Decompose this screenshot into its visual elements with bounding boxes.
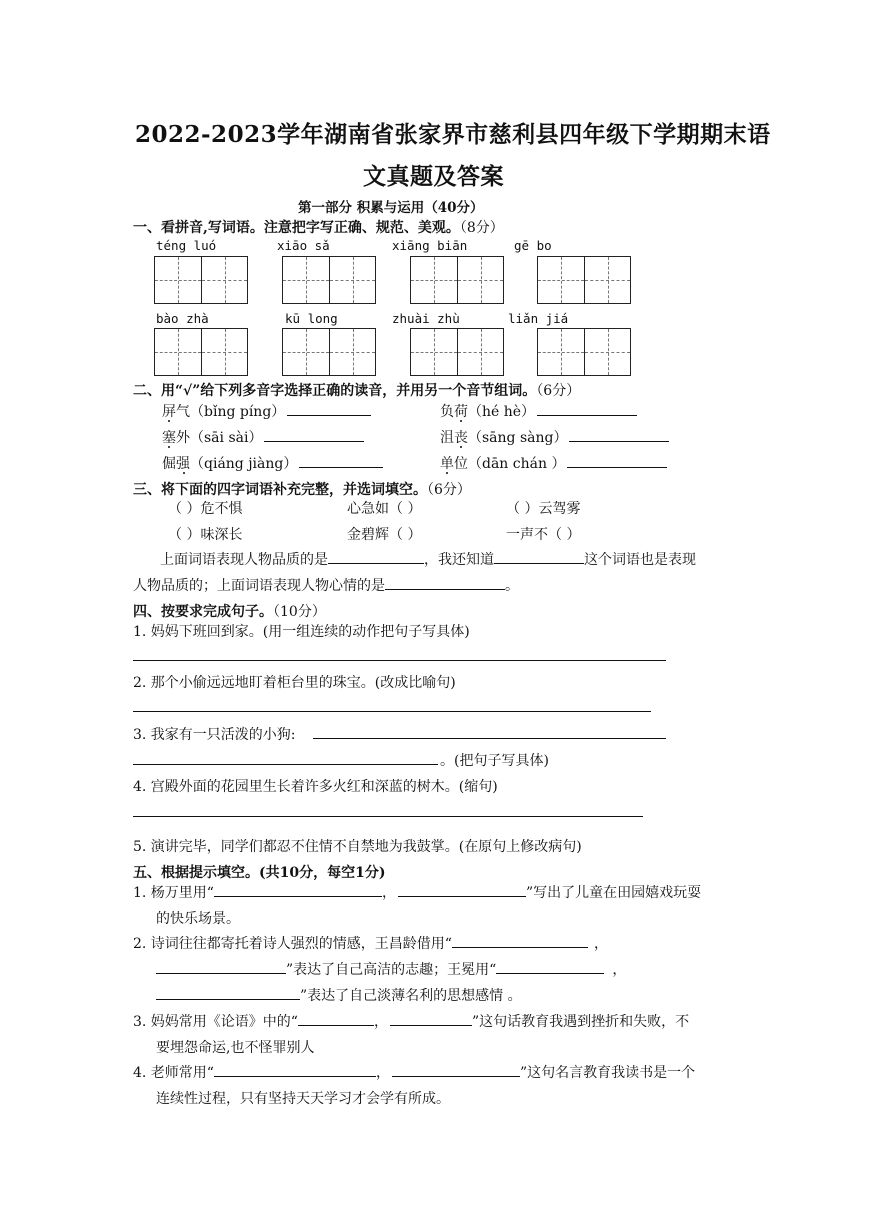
answer-line[interactable] — [133, 816, 643, 817]
emphasis-dot — [168, 446, 170, 448]
q5-item-4: 4. 老师常用“ ， ”这句名言教育我读书是一个 — [133, 1062, 695, 1082]
emphasis-dot — [460, 446, 462, 448]
q4-sentence-1: 1. 妈妈下班回到家。(用一组连续的动作把句子写具体) — [133, 624, 470, 640]
pinyin-1-3: xiāng biān — [392, 238, 468, 253]
pinyin-2-1: bào zhà — [156, 311, 209, 326]
writing-grid-1-3[interactable] — [410, 256, 504, 304]
answer-line[interactable] — [133, 711, 651, 712]
q4-sentence-5: 5. 演讲完毕，同学们都忍不住情不自禁地为我鼓掌。(在原句上修改病句) — [133, 839, 582, 855]
idiom-blank[interactable]: （ ）味深长 — [168, 527, 243, 543]
answer-blank[interactable] — [264, 427, 364, 442]
q3-score: （6分） — [427, 482, 471, 498]
polyphone-item: 沮丧（sāng sàng） — [440, 427, 669, 447]
polyphone-item: 屏气（bǐng píng） — [162, 401, 371, 421]
answer-blank[interactable] — [569, 427, 669, 442]
q4-sentence-2: 2. 那个小偷远远地盯着柜台里的珠宝。(改成比喻句) — [133, 675, 456, 691]
answer-blank[interactable] — [496, 959, 604, 974]
page-title-line2: 文真题及答案 — [363, 163, 504, 190]
q2-heading-text: 二、用“√”给下列多音字选择正确的读音，并用另一个音节组词。 — [133, 383, 537, 399]
q4-sentence-3: 3. 我家有一只活泼的小狗: — [133, 727, 296, 743]
emphasis-dot — [168, 420, 170, 422]
q3-fill-line1: 上面词语表现人物品质的是 ，我还知道 这个词语也是表现 — [160, 549, 696, 569]
q4-score: （10分） — [273, 604, 326, 620]
q5-item-3: 3. 妈妈常用《论语》中的“ ， ”这句话教育我遇到挫折和失败，不 — [133, 1011, 689, 1031]
q5-item-3-cont: 要埋怨命运,也不怪罪别人 — [156, 1040, 315, 1056]
answer-blank[interactable] — [156, 959, 286, 974]
answer-blank[interactable] — [390, 1011, 472, 1026]
answer-line[interactable] — [313, 738, 666, 739]
emphasis-dot — [460, 420, 462, 422]
idiom-blank[interactable]: （ ）云驾雾 — [506, 501, 581, 517]
pinyin-2-4: liǎn jiá — [508, 311, 569, 326]
idiom-blank[interactable]: （ ）危不惧 — [168, 501, 243, 517]
pinyin-1-4: gē bo — [514, 238, 552, 253]
q4-sentence-3-end: 。(把句子写具体) — [440, 753, 549, 769]
q5-item-2-cont2: ”表达了自己淡薄名利的思想感情 。 — [156, 985, 522, 1005]
answer-blank[interactable] — [452, 933, 588, 948]
idiom-blank[interactable]: 金碧辉（ ） — [347, 527, 422, 543]
q5-heading: 五、根据提示填空。(共10分，每空1分) — [133, 865, 386, 881]
q5-item-1: 1. 杨万里用“ ， ”写出了儿童在田园嬉戏玩耍 — [133, 882, 701, 902]
polyphone-item: 单位（dān chán ） — [440, 453, 667, 473]
writing-grid-2-4[interactable] — [537, 328, 631, 376]
writing-grid-2-1[interactable] — [154, 328, 248, 376]
q4-heading — [133, 601, 326, 621]
answer-line[interactable] — [133, 660, 666, 661]
answer-line[interactable] — [133, 764, 438, 765]
answer-blank[interactable] — [398, 882, 526, 897]
emphasis-dot — [183, 472, 185, 474]
writing-grid-2-2[interactable] — [282, 328, 376, 376]
polyphone-item: 负荷（hé hè） — [440, 401, 637, 421]
writing-grid-1-1[interactable] — [154, 256, 248, 304]
q2-heading — [133, 380, 580, 400]
pinyin-1-1: téng luó — [156, 238, 217, 253]
answer-blank[interactable] — [287, 401, 371, 416]
answer-blank[interactable] — [567, 453, 667, 468]
q5-item-1-cont: 的快乐场景。 — [156, 911, 240, 927]
part1-heading: 第一部分 积累与运用（40分） — [298, 200, 484, 216]
answer-blank[interactable] — [537, 401, 637, 416]
q1-heading-text: 一、看拼音,写词语。注意把字写正确、规范、美观。 — [133, 220, 460, 236]
answer-blank[interactable] — [214, 1062, 376, 1077]
writing-grid-2-3[interactable] — [410, 328, 504, 376]
writing-grid-1-4[interactable] — [537, 256, 631, 304]
writing-grid-1-2[interactable] — [282, 256, 376, 304]
answer-blank[interactable] — [392, 1062, 520, 1077]
answer-blank[interactable] — [298, 1011, 374, 1026]
q3-heading — [133, 479, 471, 499]
q4-heading-text: 四、按要求完成句子。 — [133, 604, 273, 620]
polyphone-item: 塞外（sāi sài） — [162, 427, 364, 447]
q1-heading — [133, 217, 504, 237]
pinyin-2-3: zhuài zhù — [392, 311, 460, 326]
q5-item-4-cont: 连续性过程，只有坚持天天学习才会学有所成。 — [156, 1091, 450, 1107]
q5-item-2-cont: ”表达了自己高洁的志趣；王冕用“ ， — [156, 959, 626, 979]
answer-blank[interactable] — [494, 549, 584, 564]
idiom-blank[interactable]: 心急如（ ） — [347, 501, 422, 517]
q5-item-2: 2. 诗词往往都寄托着诗人强烈的情感，王昌龄借用“ ， — [133, 933, 608, 953]
q2-score: （6分） — [536, 383, 581, 399]
pinyin-2-2: kū long — [285, 311, 338, 326]
answer-blank[interactable] — [214, 882, 382, 897]
q4-sentence-4: 4. 宫殿外面的花园里生长着许多火红和深蓝的树木。(缩句) — [133, 779, 498, 795]
q3-heading-text: 三、将下面的四字词语补充完整，并选词填空。 — [133, 482, 427, 498]
q1-score: （8分） — [459, 220, 504, 236]
answer-blank[interactable] — [299, 453, 383, 468]
answer-blank[interactable] — [385, 575, 505, 590]
idiom-blank[interactable]: 一声不（ ） — [506, 527, 581, 543]
answer-blank[interactable] — [328, 549, 424, 564]
q3-fill-line2: 人物品质的；上面词语表现人物心情的是 。 — [133, 575, 519, 595]
page-title-line1: 2022-2023学年湖南省张家界市慈利县四年级下学期期末语 — [135, 121, 771, 148]
polyphone-item: 倔强（qiáng jiàng） — [162, 453, 383, 473]
pinyin-1-2: xiāo sǎ — [277, 238, 330, 253]
answer-blank[interactable] — [156, 985, 300, 1000]
emphasis-dot — [446, 472, 448, 474]
